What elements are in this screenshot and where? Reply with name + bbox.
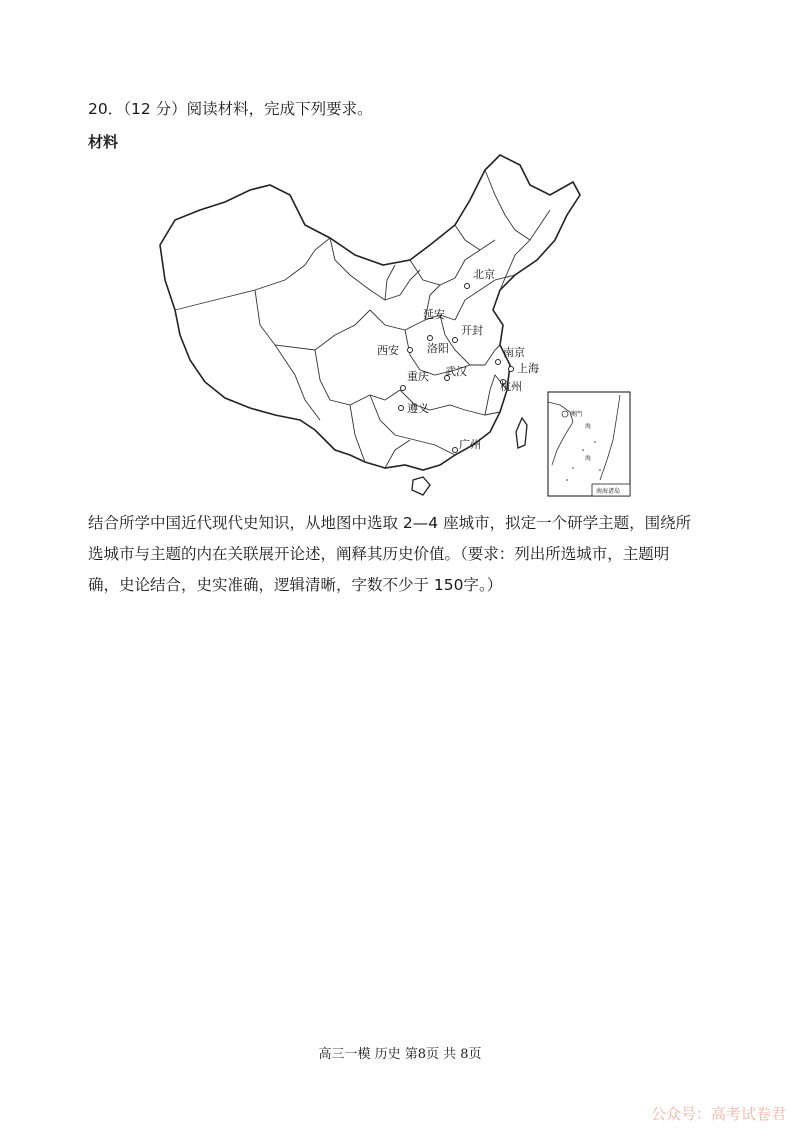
city-label-xian: 西安 (377, 344, 399, 357)
city-label-hangzhou: 杭州 (500, 380, 522, 393)
prompt-text (88, 508, 713, 601)
inset-sea-char-1: 海 (585, 423, 592, 430)
south-china-sea-inset (548, 392, 630, 496)
material-label: 材料 (88, 133, 119, 151)
city-label-beijing: 北京 (473, 268, 495, 281)
city-label-yanan: 延安 (423, 308, 445, 321)
city-marker-guangzhou (453, 448, 458, 453)
city-marker-kaifeng (453, 338, 458, 343)
city-marker-shanghai (509, 367, 514, 372)
city-label-luoyang: 洛阳 (427, 342, 449, 355)
city-label-shanghai: 上海 (517, 362, 539, 375)
prompt-line: 确，史论结合，史实准确，逻辑清晰，字数不少于 150字。） (88, 576, 503, 594)
city-label-chongqing: 重庆 (407, 370, 429, 383)
city-label-zunyi: 遵义 (407, 402, 429, 415)
city-marker-beijing (465, 284, 470, 289)
city-marker-chongqing (401, 386, 406, 391)
city-label-nanjing: 南京 (503, 346, 525, 359)
city-marker-zunyi (399, 406, 404, 411)
watermark: 公众号：高考试卷君 (650, 1105, 786, 1123)
prompt-line: 结合所学中国近代现代史知识，从地图中选取 2—4 座城市，拟定一个研学主题，围绕所 (88, 514, 692, 532)
city-marker-nanjing (496, 360, 501, 365)
city-marker-luoyang (428, 336, 433, 341)
city-label-guangzhou: 广州 (459, 438, 481, 451)
page-footer: 高三一模 历史 第8页 共 8页 (318, 1047, 482, 1062)
city-label-kaifeng: 开封 (461, 324, 483, 337)
china-map (155, 150, 640, 500)
taiwan-outline (516, 418, 527, 448)
prompt-line: 选城市与主题的内在关联展开论述，阐释其历史价值。（要求：列出所选城市，主题明 (88, 545, 670, 563)
question-title: 20．（12 分）阅读材料，完成下列要求。 (88, 100, 373, 118)
inset-sea-char-2: 海 (585, 455, 592, 462)
map-outline (160, 155, 583, 470)
hainan-outline (412, 477, 430, 495)
city-label-wuhan: 武汉 (445, 365, 467, 378)
inset-title: 南海诸岛 (596, 488, 621, 495)
city-marker-xian (408, 348, 413, 353)
inset-island-label: 澳門 (570, 411, 583, 418)
